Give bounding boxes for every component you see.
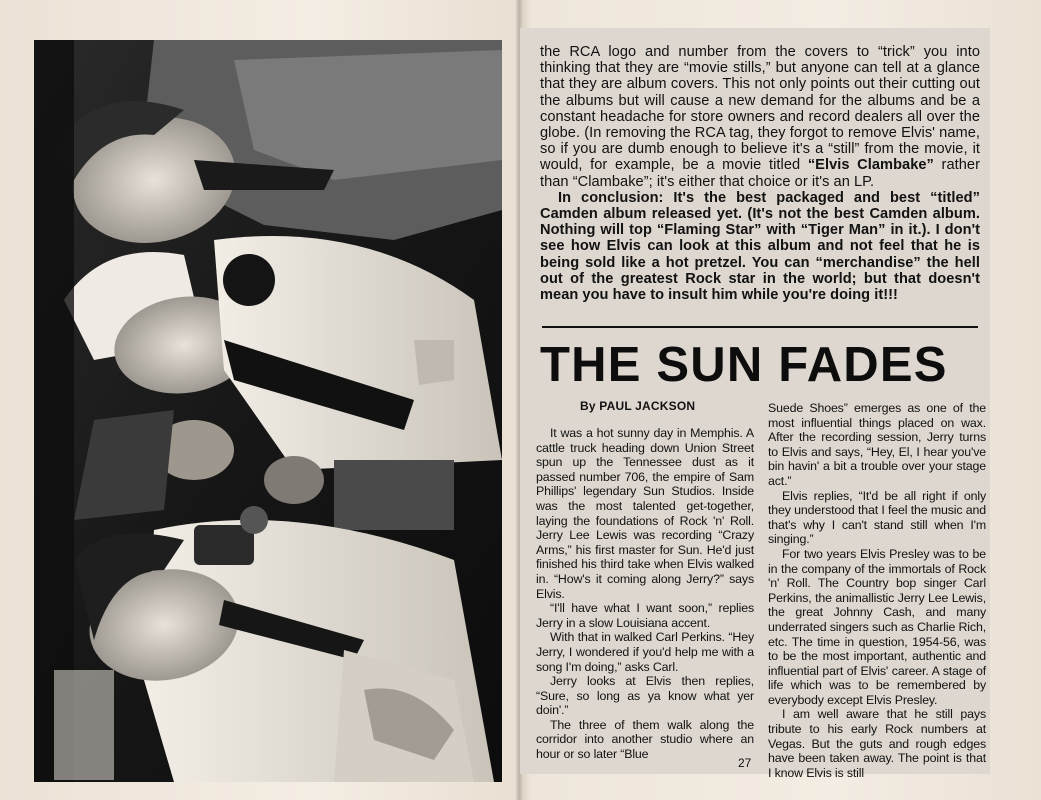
photo-illustration xyxy=(34,40,502,782)
conclusion-text: It's the best packaged and best “titled” Camden album released yet. (It's not the best Camden album. Nothing will top “Flaming Star” with “Tiger Man” in it.). I don't see how Elvis can look at this album and not feel that he is being sold like a hot pretzel. You can “merchandise” the hell out of the greatest Rock star in the world; but that doesn't mean you have to insult him while you're doing it!!! xyxy=(540,189,980,304)
photograph xyxy=(34,40,502,782)
article-paragraph: Elvis replies, “It'd be all right if only they understood that I feel the music and that's why I can't stand still when I'm singing.” xyxy=(768,488,986,547)
article-paragraph: Suede Shoes” emerges as one of the most influential things placed on wax. After the recording session, Jerry turns to Elvis and says, “Hey, El, I hear you've bin havin' a bit a trouble over your stage act.” xyxy=(768,401,986,488)
review-text: the RCA logo and number from the covers to “trick” you into thinking that they are “movie stills,” but anyone can tell at a glance that they are album covers. This not only points out their cutting out the albums but will cause a new demand for the albums and be a constant headache for store owners and record dealers all over the globe. (In removing the RCA tag, they forgot to remove Elvis' name, so if you are dumb enough to believe it's a “still” from the movie, it would, for example, be a movie titled xyxy=(540,44,980,174)
article-byline: By PAUL JACKSON xyxy=(580,399,696,413)
section-divider xyxy=(542,326,978,328)
article-paragraph: I am well aware that he still pays tribute to his early Rock numbers at Vegas. But the guts and rough edges have been taken away. The point is that I know Elvis is still xyxy=(768,707,986,780)
review-text-end: rather than “Clambake”; it's either that choice or it's an LP. xyxy=(540,157,980,190)
continued-review xyxy=(540,44,980,303)
article-paragraph: Jerry looks at Elvis then replies, “Sure, so long as ya know what yer doin'.” xyxy=(536,674,754,718)
right-page xyxy=(520,28,990,780)
article-paragraph: It was a hot sunny day in Memphis. A cattle truck heading down Union Street spun up the Tennessee dust as it passed number 706, the empire of Sam Phillips' legendary Sun Studios. Inside was the most talented get-together, laying the foundations of Rock 'n' Roll. Jerry Lee Lewis was recording “Crazy Arms,” his first master for Sun. He'd just finished his third take when Elvis walked in. “How's it coming along Jerry?” says Elvis. xyxy=(536,426,754,601)
conclusion-lead: In conclusion: xyxy=(558,189,674,206)
article-paragraph: “I'll have what I want soon,” replies Jerry in a slow Louisiana accent. xyxy=(536,601,754,630)
conclusion-paragraph xyxy=(540,190,980,303)
article-paragraph: The three of them walk along the corridor into another studio where an hour or so later “Blue xyxy=(536,717,754,762)
album-title-bold: “Elvis Clambake” xyxy=(807,157,934,174)
article-paragraph: For two years Elvis Presley was to be in the company of the immortals of Rock 'n' Roll. The Country bop singer Carl Perkins, the animallistic Jerry Lee Lewis, the great Johnny Cash, and many underrated singers such as Charlie Rich, etc. The time in question, 1954-56, was to be the most important, authentic and influential part of Elvis' career. A stage of life which was to be remembered by everybody except Elvis Presley. xyxy=(768,546,986,707)
article-headline: THE SUN FADES xyxy=(540,338,948,392)
review-paragraph xyxy=(540,44,980,190)
article-paragraph: With that in walked Carl Perkins. “Hey Jerry, I wondered if you'd help me with a song I'm doing,” asks Carl. xyxy=(536,630,754,674)
page-number: 27 xyxy=(738,756,752,770)
article-column-right xyxy=(768,401,986,780)
article-column-left xyxy=(536,426,754,762)
